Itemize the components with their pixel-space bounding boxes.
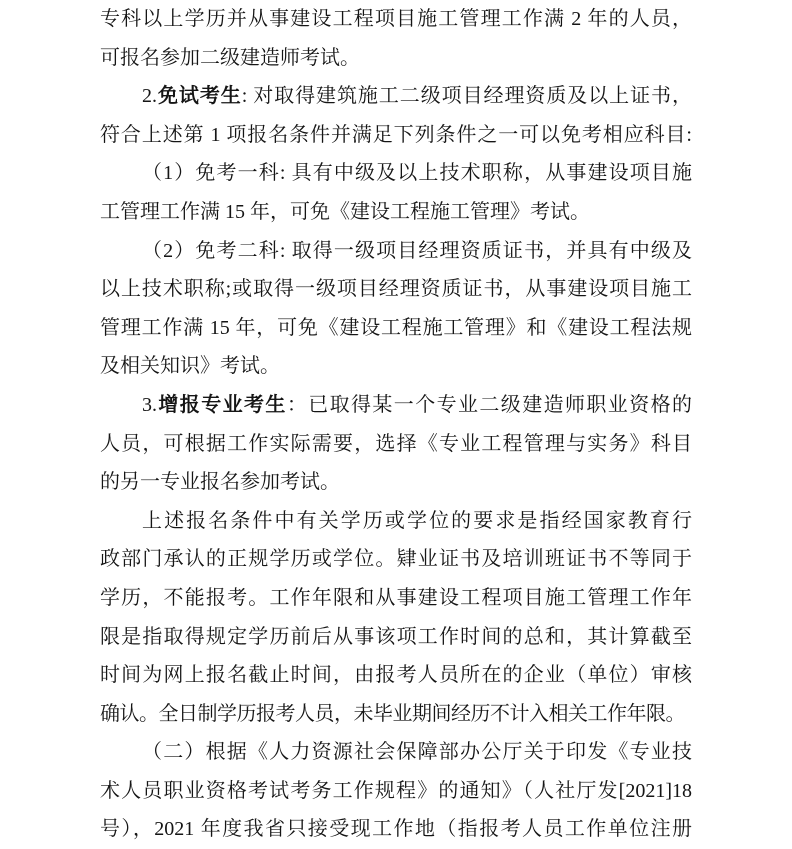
text-line-15 bbox=[100, 540, 692, 579]
text-line-1 bbox=[100, 0, 692, 39]
text-line-17 bbox=[100, 618, 692, 657]
bold-run: 增报专业考生 bbox=[157, 393, 287, 416]
bold-run: 免试考生 bbox=[157, 85, 242, 108]
text-line-19 bbox=[100, 695, 692, 734]
text-run: （1）免考一科: 具有中级及以上技术职称，从事建设项目施 bbox=[142, 162, 692, 185]
text-line-8 bbox=[100, 270, 692, 309]
text-run: 时间为网上报名截止时间，由报考人员所在的企业（单位）审核 bbox=[100, 664, 692, 687]
text-run: ：已取得某一个专业二级建造师职业资格的 bbox=[286, 393, 693, 416]
text-run: 号），2021 年度我省只接受现工作地（指报考人员工作单位注册 bbox=[100, 818, 692, 841]
text-run: 管理工作满 15 年，可免《建设工程施工管理》和《建设工程法规 bbox=[100, 316, 692, 339]
text-run: 人员，可根据工作实际需要，选择《专业工程管理与实务》科目 bbox=[100, 432, 692, 455]
text-run: 工管理工作满 15 年，可免《建设工程施工管理》考试。 bbox=[100, 200, 590, 223]
text-line-6 bbox=[100, 193, 692, 232]
text-run: 的另一专业报名参加考试。 bbox=[100, 471, 340, 494]
text-line-13 bbox=[100, 463, 692, 502]
text-line-10 bbox=[100, 347, 692, 386]
text-run: 确认。全日制学历报考人员，未毕业期间经历不计入相关工作年限。 bbox=[100, 702, 685, 725]
text-line-20 bbox=[100, 733, 692, 772]
text-run: 2. bbox=[142, 85, 157, 108]
text-line-9 bbox=[100, 309, 692, 348]
text-run: （2）免考二科: 取得一级项目经理资质证书，并具有中级及 bbox=[142, 239, 692, 262]
text-run: 以上技术职称;或取得一级项目经理资质证书，从事建设项目施工 bbox=[100, 278, 692, 301]
text-line-2 bbox=[100, 39, 692, 78]
text-line-7 bbox=[100, 232, 692, 271]
text-line-3 bbox=[100, 77, 692, 116]
text-line-4 bbox=[100, 116, 692, 155]
text-line-11 bbox=[100, 386, 692, 425]
text-line-14 bbox=[100, 502, 692, 541]
text-line-22 bbox=[100, 810, 692, 849]
text-run: 专科以上学历并从事建设工程项目施工管理工作满 2 年的人员， bbox=[100, 8, 692, 30]
text-line-21 bbox=[100, 772, 692, 811]
text-line-18 bbox=[100, 656, 692, 695]
text-run: 学历，不能报考。工作年限和从事建设工程项目施工管理工作年 bbox=[100, 586, 692, 609]
text-line-12 bbox=[100, 425, 692, 464]
text-run: 可报名参加二级建造师考试。 bbox=[100, 46, 360, 69]
text-run: 符合上述第 1 项报名条件并满足下列条件之一可以免考相应科目: bbox=[100, 123, 692, 146]
text-line-16 bbox=[100, 579, 692, 618]
text-run: 政部门承认的正规学历或学位。肄业证书及培训班证书不等同于 bbox=[100, 548, 692, 571]
text-run: 上述报名条件中有关学历或学位的要求是指经国家教育行 bbox=[142, 509, 692, 532]
text-run: 限是指取得规定学历前后从事该项工作时间的总和，其计算截至 bbox=[100, 625, 692, 648]
text-line-5 bbox=[100, 154, 692, 193]
text-run: 及相关知识》考试。 bbox=[100, 355, 280, 378]
text-run: 3. bbox=[142, 393, 157, 416]
text-run: 术人员职业资格考试考务工作规程》的通知》（人社厅发[2021]18 bbox=[100, 779, 692, 802]
text-run: : 对取得建筑施工二级项目经理资质及以上证书， bbox=[241, 85, 692, 108]
text-run: （二）根据《人力资源社会保障部办公厅关于印发《专业技 bbox=[142, 741, 692, 764]
